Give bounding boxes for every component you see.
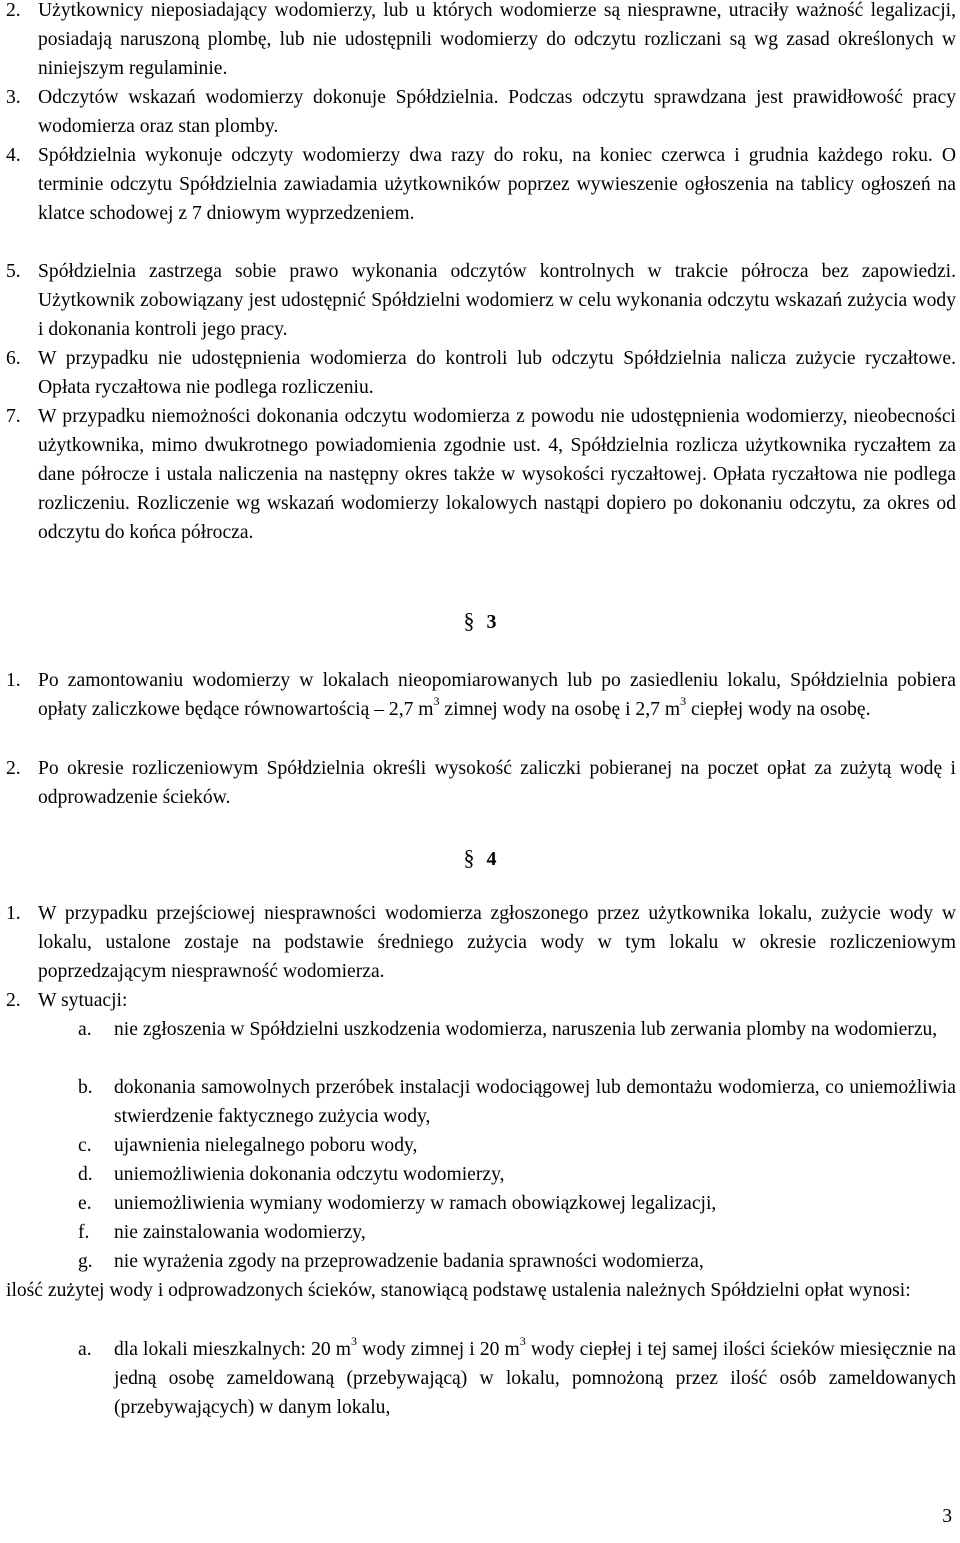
- item-text: Spółdzielnia wykonuje odczyty wodomierzy dwa razy do roku, na koniec czerwca i grudnia każdego roku. O terminie odczytu Spółdzielnia zawiadamia użytkowników poprzez wywieszenie ogłoszenia na tablicy ogłoszeń na klatce schodowej z 7 dniowym wyprzedzeniem.: [38, 145, 956, 224]
- list-item-5: [6, 257, 956, 344]
- section-number: 4: [486, 848, 497, 870]
- section3-item-2: [6, 754, 956, 812]
- list-item-4: [6, 141, 956, 228]
- sub-item-b: [78, 1073, 956, 1131]
- item-text: Po okresie rozliczeniowym Spółdzielnia określi wysokość zaliczki pobieranej na poczet opłat za zużytą wodę i odprowadzenie ścieków.: [38, 758, 956, 808]
- sub-item-a-residential: [78, 1335, 956, 1422]
- item-text: Odczytów wskazań wodomierzy dokonuje Spółdzielnia. Podczas odczytu sprawdzana jest prawidłowość pracy wodomierza oraz stan plomby.: [38, 87, 956, 137]
- sub-item-text: nie wyrażenia zgody na przeprowadzenie badania sprawności wodomierza,: [114, 1251, 704, 1272]
- sub-item-c: [78, 1131, 956, 1160]
- section-heading-4: [0, 843, 960, 874]
- sub-item-letter: g.: [78, 1251, 93, 1272]
- sub-item-d: [78, 1160, 956, 1189]
- sub-item-g: [78, 1247, 956, 1276]
- item-text: W sytuacji:: [38, 990, 128, 1011]
- page-number: 3: [942, 1506, 952, 1527]
- item-number: 5.: [6, 261, 21, 282]
- item-text-part: wody ciepłej i tej samej ilości ścieków miesięcznie na jedną osobę zameldowaną (przebywającą) w lokalu, pomnożoną przez ilość osób zameldowanych (przebywających) w danym lokalu,: [114, 1339, 956, 1418]
- item-text: W przypadku niemożności dokonania odczytu wodomierza z powodu nie udostępnienia wodomierzy, nieobecności użytkownika, mimo dwukrotnego powiadomienia zgodnie ust. 4, Spółdzielnia rozlicza użytkownika ryczałtem za dane półrocze i ustala naliczenia na następny okres także w wysokości ryczałtowej. Opłata ryczałtowa nie podlega rozliczeniu. Rozliczenie wg wskazań wodomierzy lokalowych nastąpi dopiero po dokonaniu odczytu, za okres od odczytu do końca półrocza.: [38, 406, 956, 543]
- sub-item-text: dokonania samowolnych przeróbek instalacji wodociągowej lub demontażu wodomierza, co uniemożliwia stwierdzenie faktycznego zużycia wody,: [114, 1077, 956, 1127]
- sub-item-text: nie zgłoszenia w Spółdzielni uszkodzenia wodomierza, naruszenia lub zerwania plomby na wodomierzu,: [114, 1019, 938, 1040]
- superscript: 3: [519, 1334, 526, 1349]
- superscript: 3: [680, 694, 687, 709]
- sub-item-letter: a.: [78, 1339, 92, 1360]
- item-number: 1.: [6, 903, 21, 924]
- item-text-part: Po zamontowaniu wodomierzy w lokalach nieopomiarowanych lub po zasiedleniu lokalu, Spółdzielnia pobiera opłaty zaliczkowe będące równowartością – 2,7 m: [38, 670, 956, 720]
- item-text: W przypadku nie udostępnienia wodomierza do kontroli lub odczytu Spółdzielnia nalicza zużycie ryczałtowe. Opłata ryczałtowa nie podlega rozliczeniu.: [38, 348, 956, 398]
- sub-item-letter: a.: [78, 1019, 92, 1040]
- section4-item-2: [6, 986, 956, 1015]
- sub-item-text: uniemożliwienia dokonania odczytu wodomierzy,: [114, 1164, 505, 1185]
- item-number: 1.: [6, 670, 21, 691]
- item-text: Użytkownicy nieposiadający wodomierzy, lub u których wodomierze są niesprawne, utraciły ważność legalizacji, posiadają naruszoną plombę, lub nie udostępnili wodomierzy do odczytu rozliczani są wg zasad określonych w niniejszym regulaminie.: [38, 0, 956, 79]
- item-number: 6.: [6, 348, 21, 369]
- item-number: 2.: [6, 758, 21, 779]
- sub-item-letter: d.: [78, 1164, 93, 1185]
- list-item-2: [6, 0, 956, 83]
- section-symbol: §: [463, 608, 475, 633]
- list-item-3: [6, 83, 956, 141]
- item-number: 4.: [6, 145, 21, 166]
- section-heading-3: [0, 606, 960, 637]
- item-text: W przypadku przejściowej niesprawności wodomierza zgłoszonego przez użytkownika lokalu, zużycie wody w lokalu, ustalone zostaje na podstawie średniego zużycia wody w tym lokalu w okresie rozliczeniowym poprzedzającym niesprawność wodomierza.: [38, 903, 956, 982]
- item-number: 3.: [6, 87, 21, 108]
- section4-item-1: [6, 899, 956, 986]
- item-number: 2.: [6, 990, 21, 1011]
- sub-item-letter: e.: [78, 1193, 92, 1214]
- section-symbol: §: [463, 845, 475, 870]
- superscript: 3: [433, 694, 440, 709]
- section-number: 3: [486, 611, 497, 633]
- section3-item-1: [6, 666, 956, 724]
- item-number: 7.: [6, 406, 21, 427]
- list-item-6: [6, 344, 956, 402]
- item-text-part: wody zimnej i 20 m: [357, 1339, 520, 1360]
- paragraph-fee-basis: ilość zużytej wody i odprowadzonych ścieków, stanowiącą podstawę ustalenia należnych Spółdzielni opłat wynosi:: [6, 1280, 911, 1301]
- sub-item-letter: f.: [78, 1222, 90, 1243]
- sub-item-a: [78, 1015, 956, 1044]
- sub-item-text: [114, 1335, 956, 1422]
- item-text: Spółdzielnia zastrzega sobie prawo wykonania odczytów kontrolnych w trakcie półrocza bez zapowiedzi. Użytkownik zobowiązany jest udostępnić Spółdzielni wodomierz w celu wykonania odczytu wskazań zużycia wody i dokonania kontroli jego pracy.: [38, 261, 956, 340]
- superscript: 3: [351, 1334, 358, 1349]
- sub-item-letter: c.: [78, 1135, 92, 1156]
- sub-item-text: ujawnienia nielegalnego poboru wody,: [114, 1135, 418, 1156]
- item-number: 2.: [6, 0, 21, 21]
- item-text: [38, 666, 956, 724]
- item-text-part: zimnej wody na osobę i 2,7 m: [439, 699, 681, 720]
- sub-item-text: nie zainstalowania wodomierzy,: [114, 1222, 366, 1243]
- sub-item-text: uniemożliwienia wymiany wodomierzy w ramach obowiązkowej legalizacji,: [114, 1193, 717, 1214]
- item-text-part: dla lokali mieszkalnych: 20 m: [114, 1339, 352, 1360]
- sub-item-e: [78, 1189, 956, 1218]
- sub-item-letter: b.: [78, 1077, 93, 1098]
- sub-item-f: [78, 1218, 956, 1247]
- list-item-7: [6, 402, 956, 547]
- item-text-part: ciepłej wody na osobę.: [686, 699, 871, 720]
